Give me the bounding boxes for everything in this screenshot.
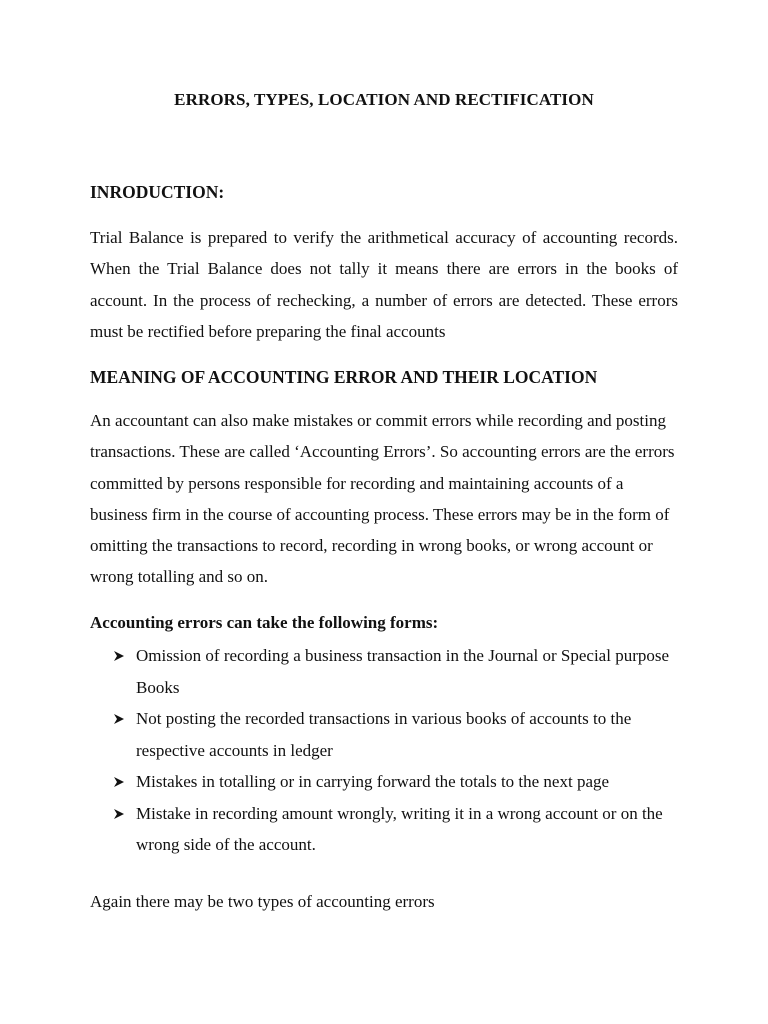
list-item: [110, 703, 690, 766]
meaning-heading: MEANING OF ACCOUNTING ERROR AND THEIR LOCATION: [90, 367, 598, 387]
forms-list: [110, 640, 690, 861]
list-item-text: Mistake in recording amount wrongly, writing it in a wrong account or on the wrong side of the account.: [136, 803, 663, 854]
document-title: ERRORS, TYPES, LOCATION AND RECTIFICATION: [174, 90, 594, 109]
list-item: [110, 766, 690, 798]
closing-sentence: Again there may be two types of accounting errors: [90, 892, 435, 911]
meaning-paragraph: An accountant can also make mistakes or commit errors while recording and posting transactions. These are called ‘Accounting Errors’. So accounting errors are the errors committed by persons responsible for recording and maintaining accounts of a business firm in the course of accounting process. These errors may be in the form of omitting the transactions to record, recording in wrong books, or wrong account or wrong totalling and so on.: [90, 411, 675, 587]
forms-heading: Accounting errors can take the following forms:: [90, 613, 439, 632]
list-item-text: Mistakes in totalling or in carrying forward the totals to the next page: [136, 772, 610, 791]
arrowhead-bullet-icon: [113, 798, 129, 830]
introduction-heading: INRODUCTION:: [90, 182, 225, 202]
list-item: [110, 640, 690, 703]
introduction-paragraph: Trial Balance is prepared to verify the arithmetical accuracy of accounting records. When the Trial Balance does not tally it means there are errors in the books of account. In the process of rechecking, a number of errors are detected. These errors must be rectified before preparing the final accounts: [90, 228, 678, 341]
list-item: [110, 798, 690, 861]
list-item-text: Omission of recording a business transaction in the Journal or Special purpose Books: [136, 646, 670, 697]
arrowhead-bullet-icon: [113, 703, 129, 735]
list-item-text: Not posting the recorded transactions in various books of accounts to the respective accounts in ledger: [136, 709, 632, 760]
arrowhead-bullet-icon: [113, 766, 129, 798]
arrowhead-bullet-icon: [113, 640, 129, 672]
